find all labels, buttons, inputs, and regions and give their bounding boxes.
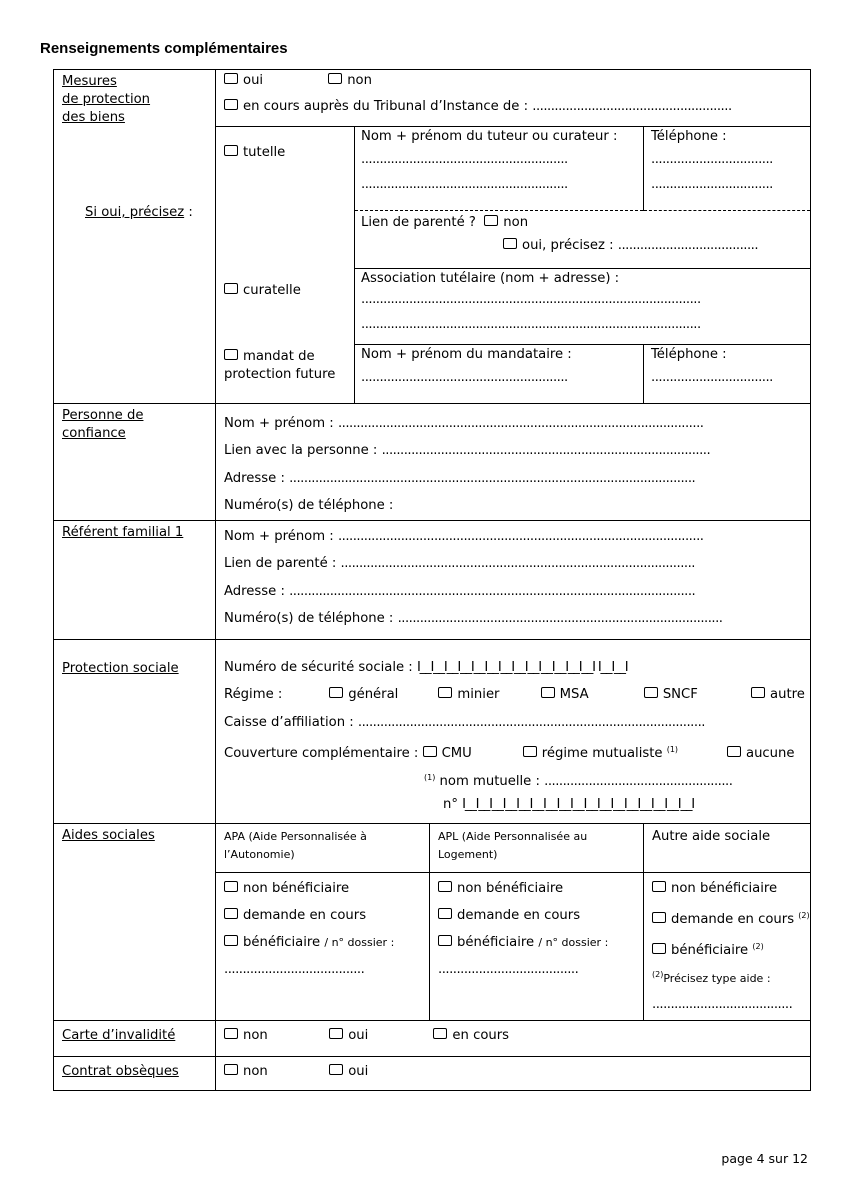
checkbox-apl-demande[interactable]: [438, 908, 452, 919]
en-cours-tribunal-label: en cours auprès du Tribunal d’Instance de :: [243, 99, 529, 114]
apa-options: non bénéficiaire demande en cours bénéficiaire / n° dossier : ......................................: [216, 873, 430, 1021]
lien-parente-label: Lien de parenté ?: [361, 215, 476, 230]
autre-options: non bénéficiaire demande en cours $^{(2)}$ bénéficiaire $^{(2)}$ $^{(2)}$Précisez type aide : ......................................: [644, 873, 811, 1021]
mutuelle-line: $^{(1)}$ nom mutuelle : ...................................................: [424, 772, 733, 789]
si-oui-wrapper: [85, 204, 193, 222]
checkbox-obseques-oui[interactable]: [329, 1064, 343, 1075]
mesures-label-3: des biens: [62, 110, 125, 125]
checkbox-msa[interactable]: [541, 687, 555, 698]
curatelle-cell: [216, 269, 355, 345]
checkbox-mesures-non[interactable]: [328, 73, 342, 84]
checkbox-carte-en-cours[interactable]: [433, 1028, 447, 1039]
row-carte: [54, 1021, 811, 1057]
referent-lien-field[interactable]: ................................................................................................: [340, 556, 695, 571]
secu-field[interactable]: I__I__I__I__I__I__I__I__I__I__I__I__I__I I__I__I: [416, 659, 628, 675]
referent-nom-field[interactable]: ...................................................................................................: [337, 528, 704, 544]
mesures-content: [216, 70, 811, 404]
association-cell: [355, 269, 811, 345]
mesures-non-label: non: [347, 73, 372, 88]
mesures-en-cours: [216, 94, 810, 126]
si-oui-colon: :: [184, 205, 193, 220]
mesures-detail-table: [216, 126, 810, 403]
referent-label-cell: [54, 520, 216, 639]
tuteur-tel-label: Téléphone :: [651, 129, 727, 144]
mandat-label-1: mandat de: [243, 349, 315, 364]
lien-field[interactable]: ......................................: [617, 238, 759, 253]
apl-head: APL (Aide Personnalisée au Logement): [430, 824, 644, 873]
row-confiance: [54, 403, 811, 520]
checkbox-cmu[interactable]: [423, 746, 437, 757]
referent-adresse: Adresse : ..............................................................................................................: [224, 583, 696, 599]
protection-label: Protection sociale: [62, 660, 179, 676]
mesures-label-1: Mesures: [62, 74, 117, 89]
curatelle-label: curatelle: [243, 283, 301, 298]
checkbox-autre[interactable]: [751, 687, 765, 698]
confiance-lien: Lien avec la personne : .........................................................................................: [224, 443, 711, 458]
checkbox-mandat[interactable]: [224, 349, 238, 360]
checkbox-apl-benef[interactable]: [438, 935, 452, 946]
checkbox-apa-non-benef[interactable]: [224, 881, 238, 892]
checkbox-lien-oui[interactable]: [503, 238, 517, 249]
autre-head: Autre aide sociale: [644, 824, 811, 873]
mutuelle-field[interactable]: ...................................................: [544, 773, 733, 789]
mandataire-tel-cell: [644, 345, 811, 403]
carte-label-cell: [54, 1021, 216, 1057]
carte-content: non oui en cours: [216, 1021, 811, 1057]
referent-label: Référent familial 1: [62, 524, 184, 540]
row-referent: [54, 520, 811, 639]
referent-tel: Numéro(s) de téléphone : ........................................................................................: [224, 611, 723, 626]
tuteur-tel-field-1[interactable]: .................................: [651, 152, 773, 167]
referent-nom: Nom + prénom : ...................................................................................................: [224, 528, 704, 544]
carte-label: Carte d’invalidité: [62, 1028, 176, 1043]
si-oui-label: Si oui, précisez: [85, 205, 185, 220]
checkbox-en-cours-tribunal[interactable]: [224, 99, 238, 110]
referent-content: [216, 520, 811, 639]
confiance-nom-field[interactable]: ...................................................................................................: [337, 415, 704, 431]
confiance-nom: Nom + prénom : ...................................................................................................: [224, 415, 704, 431]
confiance-tel-label: Numéro(s) de téléphone :: [224, 498, 394, 513]
association-field-1[interactable]: ............................................................................................: [361, 292, 701, 307]
row-aides: [54, 823, 811, 1021]
tuteur-field-2[interactable]: ........................................................: [361, 177, 568, 192]
aides-label: Aides sociales: [62, 827, 155, 843]
protection-label-cell: [54, 639, 216, 823]
couverture-line: Couverture complémentaire : CMU régime mutualiste $^{(1)}$ aucune: [224, 745, 795, 761]
confiance-lien-field[interactable]: .........................................................................................: [381, 443, 711, 458]
lien-non-label: non: [503, 215, 529, 230]
checkbox-autre-benef[interactable]: [652, 943, 666, 954]
protection-content: [216, 639, 811, 823]
obseques-content: non oui: [216, 1057, 811, 1091]
caisse-line: Caisse d’affiliation : ..............................................................................................: [224, 714, 705, 730]
mandataire-label: Nom + prénom du mandataire :: [361, 346, 572, 362]
confiance-adresse-field[interactable]: ..............................................................................................................: [289, 470, 696, 486]
tuteur-cell: [355, 127, 644, 211]
aides-content: [216, 823, 811, 1021]
row-obseques: [54, 1057, 811, 1091]
checkbox-general[interactable]: [329, 687, 343, 698]
checkbox-apa-benef[interactable]: [224, 935, 238, 946]
tuteur-tel-cell: [644, 127, 811, 211]
tutelle-cell: [216, 127, 355, 269]
mandataire-tel-label: Téléphone :: [651, 346, 727, 362]
checkbox-lien-non[interactable]: [484, 215, 498, 226]
regime-line: Régime : général minier MSA SNCF autre: [224, 687, 805, 702]
checkbox-obseques-non[interactable]: [224, 1064, 238, 1075]
numero-mutuelle-field[interactable]: I__I__I__I__I__I__I__I__I__I__I__I__I__I__I__I__I__I: [462, 797, 694, 812]
mandataire-tel-field[interactable]: .................................: [651, 369, 773, 385]
lien-parente-block: [355, 211, 810, 268]
mesures-oui-non: [216, 70, 810, 94]
row-protection: [54, 639, 811, 823]
confiance-label-cell: [54, 403, 216, 520]
confiance-label-1: Personne de: [62, 407, 144, 423]
tutelle-label: tutelle: [243, 145, 286, 160]
row-mesures: [54, 70, 811, 404]
aides-table: [216, 824, 810, 1021]
checkbox-tutelle[interactable]: [224, 145, 238, 156]
obseques-label: Contrat obsèques: [62, 1064, 179, 1079]
association-label: Association tutélaire (nom + adresse) :: [361, 271, 620, 286]
page-title: Renseignements complémentaires: [40, 40, 288, 57]
mandat-cell: [216, 344, 355, 403]
confiance-tel: [216, 492, 810, 520]
page-number: page 4 sur 12: [721, 1151, 808, 1166]
referent-tel-field[interactable]: ........................................................................................: [397, 611, 723, 626]
referent-lien: Lien de parenté : ................................................................................................: [224, 556, 695, 571]
confiance-content: [216, 403, 811, 520]
mandataire-cell: [355, 345, 644, 403]
checkbox-autre-non-benef[interactable]: [652, 881, 666, 892]
checkbox-apl-non-benef[interactable]: [438, 881, 452, 892]
secu-line: Numéro de sécurité sociale : I__I__I__I__I__I__I__I__I__I__I__I__I__I I__I__I: [224, 659, 628, 675]
checkbox-autre-demande[interactable]: [652, 912, 666, 923]
association-field-2[interactable]: ............................................................................................: [361, 317, 701, 332]
checkbox-sncf[interactable]: [644, 687, 658, 698]
autre-type-field[interactable]: ......................................: [652, 997, 793, 1012]
tuteur-label: Nom + prénom du tuteur ou curateur :: [361, 129, 618, 144]
mandat-label-2: protection future: [224, 367, 336, 382]
aides-label-cell: [54, 823, 216, 1021]
referent-adresse-field[interactable]: ..............................................................................................................: [289, 583, 696, 599]
tribunal-field[interactable]: ......................................................: [532, 99, 732, 114]
apl-options: non bénéficiaire demande en cours bénéficiaire / n° dossier : ......................................: [430, 873, 644, 1021]
apa-head: APA (Aide Personnalisée à l’Autonomie): [216, 824, 430, 873]
mesures-label-cell: [54, 70, 216, 404]
caisse-field[interactable]: ..............................................................................................: [357, 714, 705, 730]
tuteur-tel-field-2[interactable]: .................................: [651, 177, 773, 192]
checkbox-curatelle[interactable]: [224, 283, 238, 294]
tuteur-field-1[interactable]: ........................................................: [361, 152, 568, 167]
confiance-adresse: Adresse : ..............................................................................................................: [224, 470, 696, 486]
checkbox-aucune[interactable]: [727, 746, 741, 757]
checkbox-carte-non[interactable]: [224, 1028, 238, 1039]
mesures-oui-label: oui: [243, 73, 264, 88]
mesures-label-2: de protection: [62, 92, 151, 107]
checkbox-apa-demande[interactable]: [224, 908, 238, 919]
numero-line: n° I__I__I__I__I__I__I__I__I__I__I__I__I__I__I__I__I__I: [443, 797, 694, 812]
obseques-label-cell: [54, 1057, 216, 1091]
mandataire-field[interactable]: ........................................................: [361, 369, 568, 385]
checkbox-mutualiste[interactable]: [523, 746, 537, 757]
form-table: [53, 69, 811, 1091]
apa-dossier-field[interactable]: ......................................: [224, 962, 365, 977]
checkbox-carte-oui[interactable]: [329, 1028, 343, 1039]
lien-oui-label: oui, précisez :: [522, 238, 614, 253]
confiance-label-2: confiance: [62, 425, 126, 441]
apl-dossier-field[interactable]: ......................................: [438, 962, 579, 977]
checkbox-minier[interactable]: [438, 687, 452, 698]
checkbox-mesures-oui[interactable]: [224, 73, 238, 84]
